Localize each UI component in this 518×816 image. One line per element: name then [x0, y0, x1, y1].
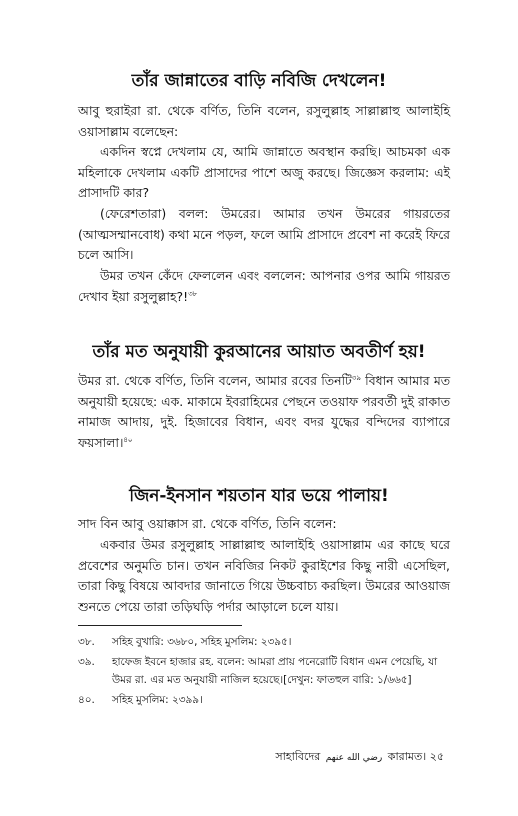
paragraph-three-rulings — [78, 371, 450, 453]
paragraph-umar-weeps — [78, 266, 450, 307]
footnote-38-text: সহিহ বুখারি: ৩৬৮০, সহিহ মুসলিম: ২৩৯৫। — [112, 636, 292, 648]
footnote-divider — [78, 625, 242, 626]
footer-salutation-mark: رضي الله عنهم — [325, 753, 383, 763]
paragraph-three-rulings-text-a: উমর রা. থেকে বর্ণিত, তিনি বলেন, আমার রবের তিনটি — [78, 373, 352, 388]
paragraph-narration-intro: আবু হুরাইরা রা. থেকে বর্ণিত, তিনি বলেন, রসুলুল্লাহ সাল্লাল্লাহু আলাইহি ওয়াসাল্লাম বলেছেন: — [78, 103, 450, 139]
section-heading-quran-verses: তাঁর মত অনুযায়ী কুরআনের আয়াত অবতীর্ণ হয়! — [92, 342, 426, 362]
footer-separator: । — [422, 750, 427, 763]
footnote-39 — [78, 654, 452, 689]
footer-book-title-part1: সাহাবিদের — [275, 750, 321, 763]
paragraph-dream-palace: একদিন স্বপ্নে দেখলাম যে, আমি জান্নাতে অবস্থান করছি। আচমকা এক মহিলাকে দেখলাম একটি প্রাসাদের পাশে অজু করছে। জিজ্ঞেস করলাম: এই প্রাসাদটি কার? — [78, 144, 450, 200]
footnote-40-text: সহিহ মুসলিম: ২৩৯৯। — [112, 694, 203, 706]
footnote-mark-38: ৩৮ — [188, 289, 198, 298]
footnote-39-text: হাফেজ ইবনে হাজার রহ. বলেন: আমরা প্রায় পনেরোটি বিধান এমন পেয়েছি, যা উমর রা. এর মত অনুযায়ী নাজিল হয়েছে।[দেখুন: ফাতহুল বারি: ১/৬৬৫] — [112, 656, 438, 686]
footer-book-title-part2: কারামত — [387, 750, 423, 763]
footer-page-number: ২৫ — [429, 750, 444, 763]
footnote-40-number: ৪০. — [78, 694, 95, 706]
paragraph-three-rulings-text-b: বিধান আমার মত অনুযায়ী হয়েছে: এক. মাকামে ইবরাহিমের পেছনে তওয়াফ পরবর্তী দুই রাকাত নামাজ আদায়, দুই. হিজাবের বিধান, এবং বদর যুদ্ধের বন্দিদের ব্যাপারে ফয়সালা। — [78, 373, 450, 450]
footnote-39-number: ৩৯. — [78, 656, 95, 668]
page-footer — [275, 749, 444, 766]
section-heading-satan-flees: জিন-ইনসান শয়তান যার ভয়ে পালায়! — [129, 486, 389, 506]
footnote-mark-39: ৩৯ — [351, 373, 361, 382]
paragraph-angels-reply: (ফেরেশতারা) বলল: উমরের। আমার তখন উমরের গায়রতের (আত্মসম্মানবোধ) কথা মনে পড়ল, ফলে আমি প্রাসাদে প্রবেশ না করেই ফিরে চলে আসি। — [78, 206, 450, 262]
paragraph-saad-narration: সাদ বিন আবু ওয়াক্কাস রা. থেকে বর্ণিত, তিনি বলেন: — [78, 516, 337, 531]
footnote-38 — [78, 634, 452, 652]
footnote-40 — [78, 692, 452, 710]
footnote-mark-40: ৪০ — [123, 435, 133, 444]
section-heading-jannah-house: তাঁর জান্নাতের বাড়ি নবিজি দেখলেন! — [131, 71, 387, 91]
footnote-38-number: ৩৮. — [78, 636, 95, 648]
paragraph-umar-permission: একবার উমর রসুলুল্লাহ সাল্লাল্লাহু আলাইহি ওয়াসাল্লাম এর কাছে ঘরে প্রবেশের অনুমতি চান। তখন নবিজির নিকট কুরাইশের কিছু নারী এসেছিল, তারা কিছু বিষয়ে আবদার জানাতে গিয়ে উচ্চবাচ্য করছিল। উমরের আওয়াজ শুনতে পেয়ে তারা তড়িঘড়ি পর্দার আড়ালে চলে যায়। — [78, 537, 450, 614]
paragraph-umar-weeps-text: উমর তখন কেঁদে ফেললেন এবং বললেন: আপনার ওপর আমি গায়রত দেখাব ইয়া রসুলুল্লাহ?! — [78, 268, 450, 304]
